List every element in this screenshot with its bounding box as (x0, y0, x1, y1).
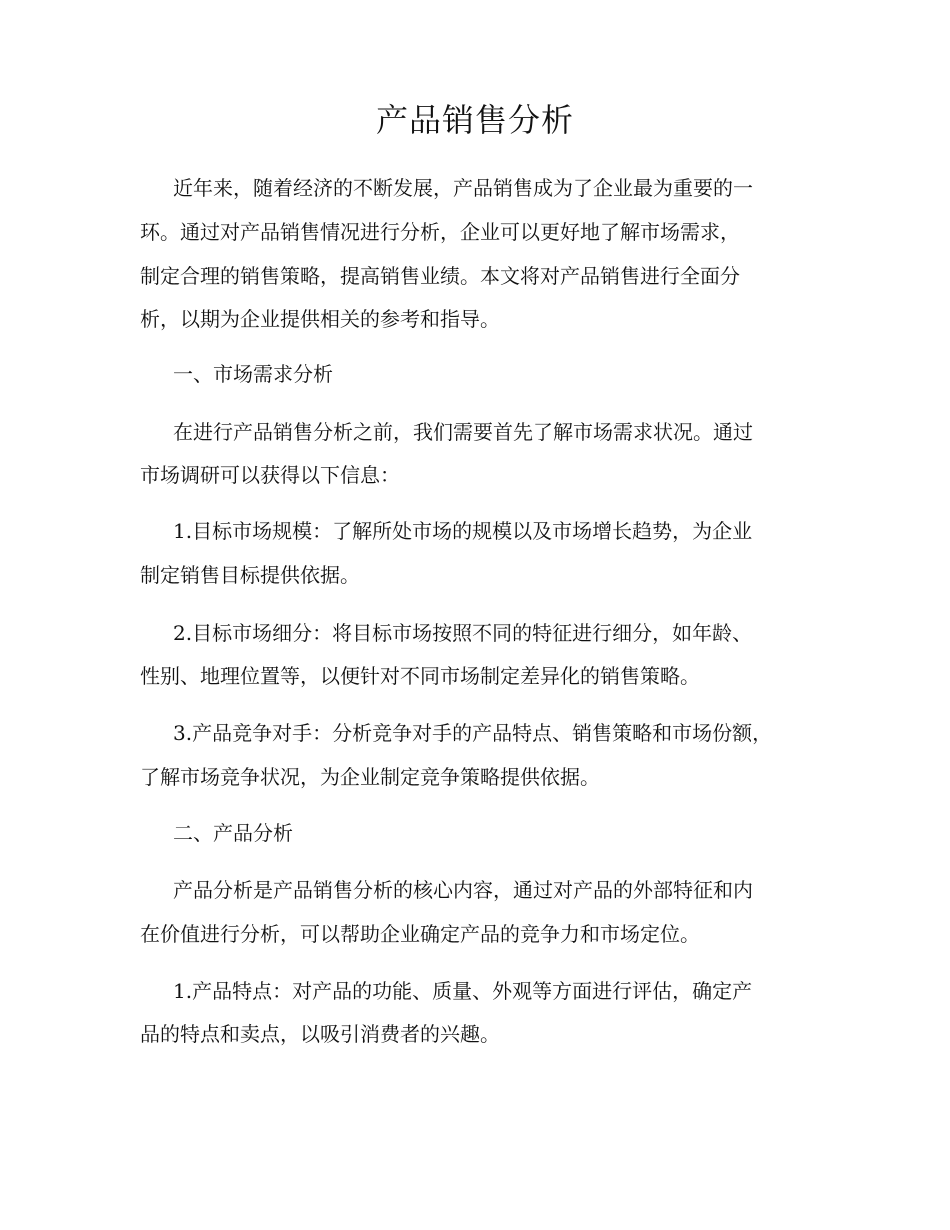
paragraph-line: 环。通过对产品销售情况进行分析，企业可以更好地了解市场需求， (140, 220, 740, 244)
paragraph-line: 市场调研可以获得以下信息： (140, 463, 400, 487)
section-heading: 一、市场需求分析 (173, 362, 333, 386)
list-item-line: 1.产品特点：对产品的功能、质量、外观等方面进行评估，确定产 (173, 979, 753, 1003)
paragraph-line: 析，以期为企业提供相关的参考和指导。 (140, 307, 500, 331)
list-item-line: 品的特点和卖点，以吸引消费者的兴趣。 (140, 1022, 500, 1046)
document-title: 产品销售分析 (375, 101, 574, 139)
list-item-line: 制定销售目标提供依据。 (140, 563, 360, 587)
list-item-line: 1.目标市场规模：了解所处市场的规模以及市场增长趋势，为企业 (173, 519, 753, 543)
list-item-line: 了解市场竞争状况，为企业制定竞争策略提供依据。 (140, 765, 600, 789)
paragraph-line: 制定合理的销售策略，提高销售业绩。本文将对产品销售进行全面分 (140, 264, 740, 288)
section-heading: 二、产品分析 (173, 821, 293, 845)
list-item-line: 性别、地理位置等，以便针对不同市场制定差异化的销售策略。 (140, 664, 700, 688)
list-item-line: 2.目标市场细分：将目标市场按照不同的特征进行细分，如年龄、 (173, 621, 753, 645)
list-item-line: 3.产品竞争对手：分析竞争对手的产品特点、销售策略和市场份额， (173, 721, 773, 745)
paragraph-line: 产品分析是产品销售分析的核心内容，通过对产品的外部特征和内 (173, 878, 753, 902)
paragraph-line: 近年来，随着经济的不断发展，产品销售成为了企业最为重要的一 (173, 176, 753, 200)
paragraph-line: 在进行产品销售分析之前，我们需要首先了解市场需求状况。通过 (173, 420, 753, 444)
paragraph-line: 在价值进行分析，可以帮助企业确定产品的竞争力和市场定位。 (140, 922, 700, 946)
